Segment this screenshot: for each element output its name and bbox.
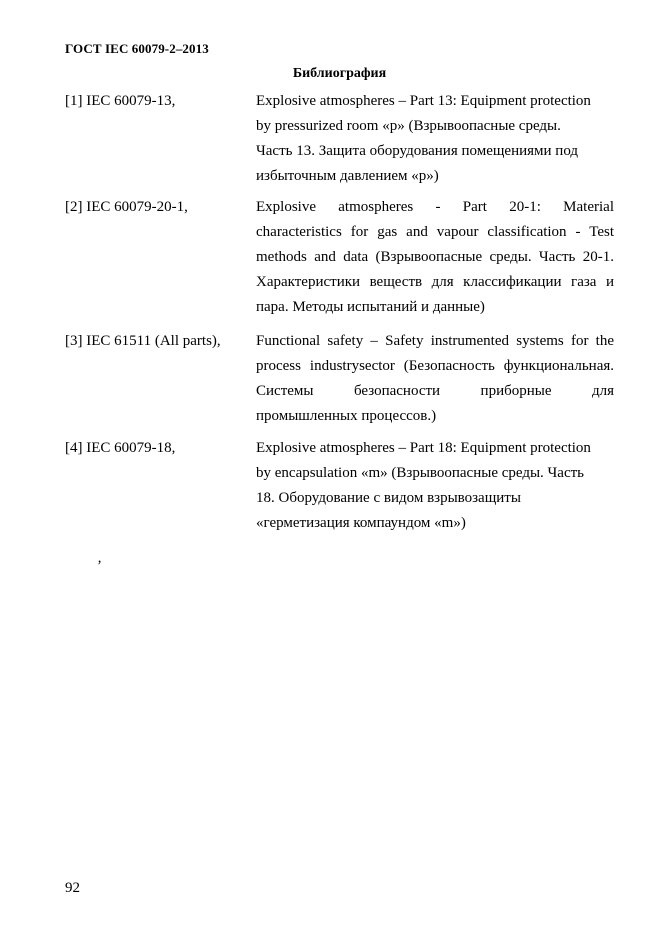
entry-reference: [1] IEC 60079-13,	[65, 93, 176, 109]
description-line: Explosive atmospheres – Part 18: Equipment protection	[256, 440, 591, 456]
description-line: methods and data (Взрывоопасные среды. Часть 20-1.	[256, 249, 614, 265]
description-line: «герметизация компаундом «m»)	[256, 515, 466, 531]
description-line: 18. Оборудование с видом взрывозащиты	[256, 490, 521, 506]
document-code-header: ГОСТ IEC 60079-2–2013	[65, 41, 209, 56]
entry-reference: [4] IEC 60079-18,	[65, 440, 176, 456]
description-line: Системы безопасности приборные для	[256, 383, 614, 399]
description-line: избыточным давлением «p»)	[256, 168, 439, 184]
entry-description	[256, 195, 614, 320]
description-line: Explosive atmospheres – Part 13: Equipment protection	[256, 93, 591, 109]
bibliography-title: Библиография	[292, 66, 387, 81]
entry-description	[256, 436, 614, 536]
description-line: Explosive atmospheres - Part 20-1: Material	[256, 199, 614, 215]
description-line: Характеристики веществ для классификации газа и	[256, 274, 614, 290]
description-line: by pressurized room «p» (Взрывоопасные среды.	[256, 118, 561, 134]
description-line: by encapsulation «m» (Взрывоопасные среды. Часть	[256, 465, 585, 481]
description-line: пара. Методы испытаний и данные)	[256, 299, 485, 315]
description-line: Часть 13. Защита оборудования помещениями под	[256, 143, 579, 159]
description-line: process industrysector (Безопасность функциональная.	[256, 358, 614, 374]
entry-reference: [2] IEC 60079-20-1,	[65, 199, 188, 215]
page-number: 92	[65, 880, 80, 896]
description-line: characteristics for gas and vapour classification - Test	[256, 224, 614, 240]
description-line: промышленных процессов.)	[256, 408, 437, 424]
description-line: Functional safety – Safety instrumented systems for the	[256, 333, 614, 349]
entry-description	[256, 89, 614, 189]
entry-description	[256, 329, 614, 429]
entry-reference: [3] IEC 61511 (All parts),	[65, 333, 221, 349]
stray-mark: ‚	[97, 550, 102, 566]
